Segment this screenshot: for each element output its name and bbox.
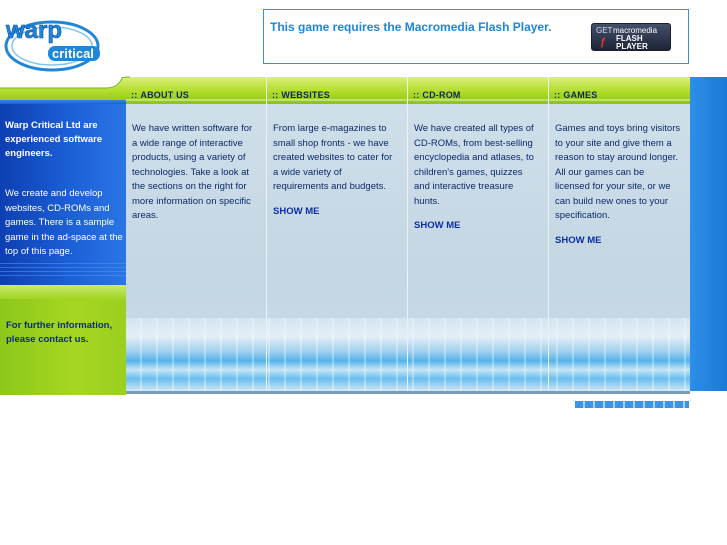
column-divider bbox=[548, 77, 549, 391]
column-divider bbox=[266, 77, 267, 391]
column-about-us bbox=[126, 104, 266, 392]
column-games bbox=[549, 104, 689, 392]
nav-label: ABOUT US bbox=[140, 90, 190, 100]
nav-label: GAMES bbox=[563, 90, 598, 100]
nav-bullet: :: bbox=[554, 90, 561, 100]
show-me-cd-rom-link[interactable]: SHOW ME bbox=[414, 220, 461, 231]
show-me-games-link[interactable]: SHOW ME bbox=[555, 234, 602, 246]
nav-about-us[interactable] bbox=[131, 90, 189, 104]
nav-label: WEBSITES bbox=[281, 90, 331, 100]
nav-label: CD-ROM bbox=[422, 90, 461, 100]
column-cd-rom bbox=[408, 104, 548, 392]
column-text: From large e-magazines to small shop fronts - we have created websites to cater for a wide variety of requirements and budgets. bbox=[273, 123, 393, 192]
get-flash-player-button[interactable] bbox=[591, 23, 671, 51]
logo-word-critical: critical bbox=[52, 46, 94, 61]
sidebar-description: We create and develop websites, CD-ROMs and games. There is a sample game in the ad-space at the top of this page. bbox=[5, 188, 123, 257]
left-sidebar bbox=[0, 104, 126, 394]
flash-button-get: GET bbox=[596, 26, 613, 35]
column-text-wrap bbox=[555, 122, 681, 248]
nav-cd-rom[interactable] bbox=[413, 90, 461, 104]
flash-button-product bbox=[616, 35, 648, 51]
flash-button-brand: macromedia bbox=[613, 26, 658, 35]
logo-graphic bbox=[2, 6, 102, 74]
content-bottom-edge bbox=[126, 391, 690, 394]
right-blue-strip bbox=[690, 77, 727, 391]
column-websites bbox=[267, 104, 407, 392]
flash-button-product-line1: FLASH bbox=[616, 34, 643, 43]
nav-bullet: :: bbox=[131, 90, 138, 100]
nav-bullet: :: bbox=[413, 90, 420, 100]
column-text-wrap bbox=[414, 122, 540, 234]
column-divider bbox=[407, 77, 408, 391]
flash-ad-space bbox=[263, 9, 689, 64]
nav-games[interactable] bbox=[554, 90, 597, 104]
contact-link[interactable]: For further information, please contact us. bbox=[6, 320, 113, 345]
show-me-websites-link[interactable]: SHOW ME bbox=[273, 205, 320, 217]
logo-word-warp: warp bbox=[6, 17, 63, 44]
nav-bullet: :: bbox=[272, 90, 279, 100]
sidebar-intro: Warp Critical Ltd are experienced software engineers. bbox=[5, 120, 103, 159]
flash-requirement-message: This game requires the Macromedia Flash Player. bbox=[270, 20, 552, 34]
nav-websites[interactable] bbox=[272, 90, 330, 104]
flash-f-icon: ƒ bbox=[600, 36, 607, 48]
column-text: We have created all types of CD-ROMs, from best-selling encyclopedia and atlases, to children's games, quizzes and interactive treasure hunts. bbox=[414, 123, 534, 207]
column-text: We have written software for a wide range of interactive products, using a variety of technologies. Take a look at the sections on the right for more information on specific areas. bbox=[132, 123, 253, 221]
dotted-progress-bar bbox=[575, 401, 689, 408]
flash-button-product-line2: PLAYER bbox=[616, 42, 648, 51]
column-text-wrap bbox=[273, 122, 399, 219]
column-text: Games and toys bring visitors to your site and give them a reason to stay around longer. All our games can be licensed for your site, or we can build new ones to your specification. bbox=[555, 123, 681, 221]
warp-critical-logo[interactable] bbox=[2, 6, 102, 74]
